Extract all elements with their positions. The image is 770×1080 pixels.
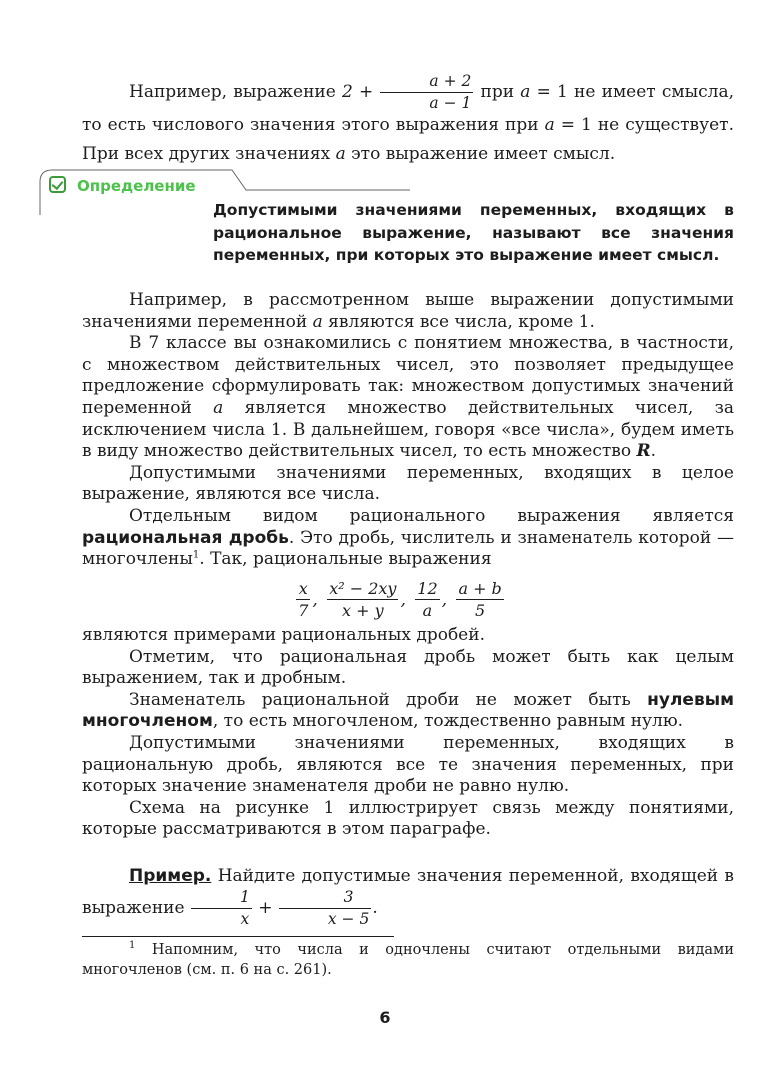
page-number: 6 xyxy=(379,1008,391,1027)
check-square-icon xyxy=(49,176,66,193)
example-fraction-1: $\frac{1}{x}$ xyxy=(191,890,252,927)
intro-paragraph: Например, выражение 2 + $\frac{a + 2}{a - 1}$ при a = 1 не имеет смысла, то есть числового значения этого выражения при a = 1 не существует. При всех других значениях a это выражение имеет смысл. xyxy=(82,72,735,164)
paragraph-8: Допустимыми значениями переменных, входящих в рациональную дробь, являются все те значения переменных, при которых значение знаменателя дроби не равно нулю. xyxy=(82,732,734,797)
paragraph-7: Знаменатель рациональной дроби не может быть нулевым многочленом, то есть многочленом, тождественно равным нулю. xyxy=(82,689,734,732)
paragraph-5: являются примерами рациональных дробей. xyxy=(82,625,485,645)
paragraph-6: Отметим, что рациональная дробь может быть как целым выражением, так и дробным. xyxy=(82,646,734,689)
fraction-example: $\frac{12}{a}$ xyxy=(417,579,438,620)
paragraph-4: Отдельным видом рационального выражения является рациональная дробь. Это дробь, числитель и знаменатель которой — многочлены$^1$. Так, рациональные выражения xyxy=(82,505,734,570)
footnote: $^1$ Напомним, что числа и одночлены считают отдельными видами многочленов (см. п. 6 на с. 261). xyxy=(82,940,734,978)
paragraph-3: Допустимыми значениями переменных, входящих в целое выражение, являются все числа. xyxy=(82,462,734,505)
paragraph-1: Например, в рассмотренном выше выражении допустимыми значениями переменной a являются все числа, кроме 1. xyxy=(82,290,734,332)
body-paragraphs-2 xyxy=(82,625,734,841)
body-paragraphs-1 xyxy=(82,290,734,571)
fraction-example: $\frac{a + b}{5}$ xyxy=(458,579,502,620)
fraction-examples: $\frac{x}{7}$ , $\frac{\text{x² − 2xy}}{x + y}$ , $\frac{12}{a}$ , $\frac{a + b}{5}$ xyxy=(298,579,502,620)
paragraph-9: Схема на рисунке 1 иллюстрирует связь между понятиями, которые рассматриваются в этом параграфе. xyxy=(82,797,734,840)
intro-expression: 2 + $\frac{a + 2}{a - 1}$ xyxy=(341,72,472,112)
fraction-example: $\frac{\text{x² − 2xy}}{x + y}$ xyxy=(329,579,397,620)
intro-fraction: $\frac{a + 2}{a - 1}$ xyxy=(380,74,473,111)
paragraph-2: В 7 классе вы ознакомились с понятием множества, в частности, с множеством действительных чисел, это позволяет предыдущее предложение сформулировать так: множеством допустимых значений переменной a является множество действительных чисел, за исключением числа 1. В дальнейшем, говоря «все числа», будем иметь в виду множество действительных чисел, то есть множество R. xyxy=(82,333,734,462)
definition-title: Определение xyxy=(77,177,196,195)
example-fraction-2: $\frac{3}{x - 5}$ xyxy=(279,890,371,927)
example-label: Пример. xyxy=(129,866,212,886)
definition-text: Допустимыми значениями переменных, входящих в рациональное выражение, называют все значения переменных, при которых это выражение имеет смысл. xyxy=(213,201,734,264)
intro-text: Например, выражение xyxy=(129,82,342,102)
fraction-example: $\frac{x}{7}$ xyxy=(298,579,309,620)
example-block: Пример. Найдите допустимые значения переменной, входящей в выражение $\frac{1}{x}$ + $\frac{3}{x - 5}$ . xyxy=(82,866,734,928)
footnote-divider xyxy=(82,936,394,937)
